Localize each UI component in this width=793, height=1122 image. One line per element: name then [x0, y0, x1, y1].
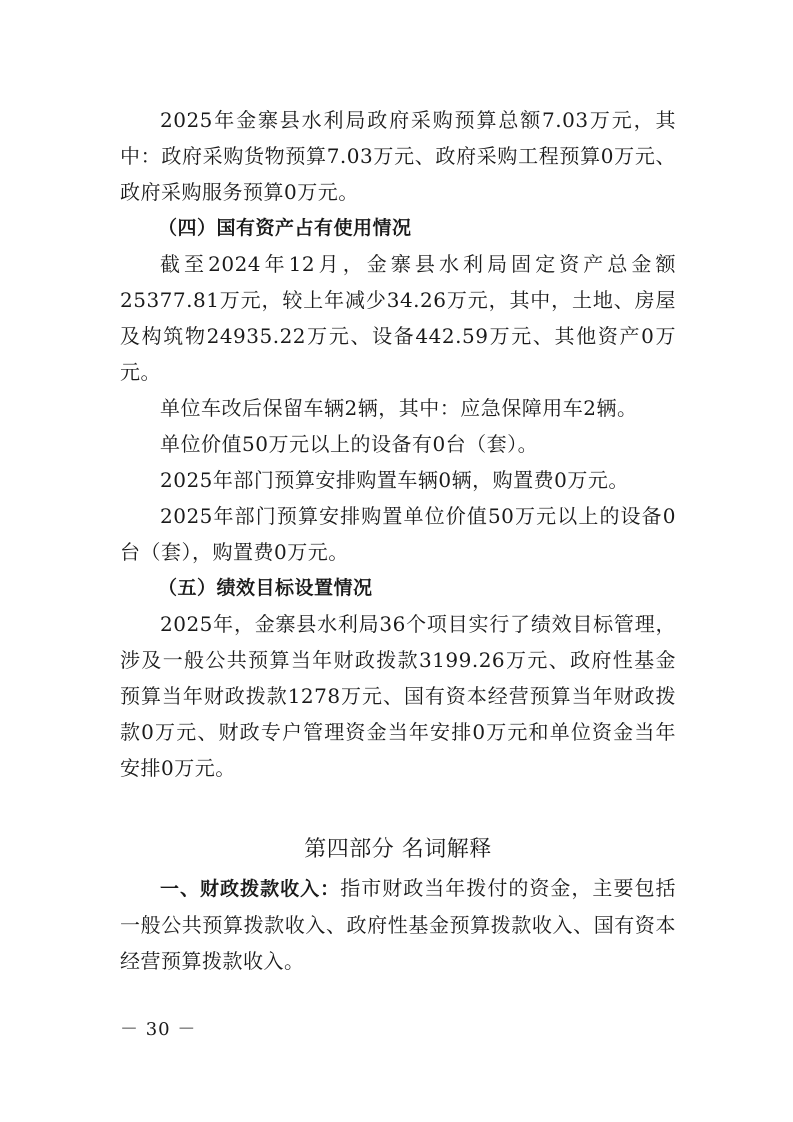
- performance-paragraph: 2025年，金寨县水利局36个项目实行了绩效目标管理，涉及一般公共预算当年财政拨款3199.26万元、政府性基金预算当年财政拨款1278万元、国有资本经营预算当年财政拨款0万元、财政专户管理资金当年安排0万元和单位资金当年安排0万元。: [120, 612, 676, 780]
- vehicle-purchase-paragraph: 2025年部门预算安排购置车辆0辆，购置费0万元。: [160, 468, 629, 492]
- document-body: [120, 102, 676, 979]
- definition-text: 指市财政当年拨付的资金，主要包括一般公共预算拨款收入、政府性基金预算拨款收入、国有资本经营预算拨款收入。: [120, 876, 676, 973]
- equipment-purchase-paragraph: 2025年部门预算安排购置单位价值50万元以上的设备0台（套），购置费0万元。: [120, 504, 676, 564]
- part-title: 第四部分 名词解释: [304, 837, 492, 862]
- equipment-paragraph: 单位价值50万元以上的设备有0台（套）。: [160, 432, 539, 456]
- page-number: － 30 －: [120, 1019, 197, 1040]
- vehicles-paragraph: 单位车改后保留车辆2辆，其中：应急保障用车2辆。: [160, 396, 638, 420]
- fixed-assets-paragraph: 截至2024年12月，金寨县水利局固定资产总金额25377.81万元，较上年减少34.26万元，其中，土地、房屋及构筑物24935.22万元、设备442.59万元、其他资产0万元。: [120, 252, 676, 384]
- definition-paragraph: [120, 870, 676, 979]
- procurement-paragraph: 2025年金寨县水利局政府采购预算总额7.03万元，其中：政府采购货物预算7.03万元、政府采购工程预算0万元、政府采购服务预算0万元。: [120, 108, 676, 204]
- definition-term: 一、财政拨款收入：: [160, 878, 341, 900]
- section-heading-assets: （四）国有资产占有使用情况: [158, 217, 412, 239]
- section-heading-performance: （五）绩效目标设置情况: [158, 577, 373, 599]
